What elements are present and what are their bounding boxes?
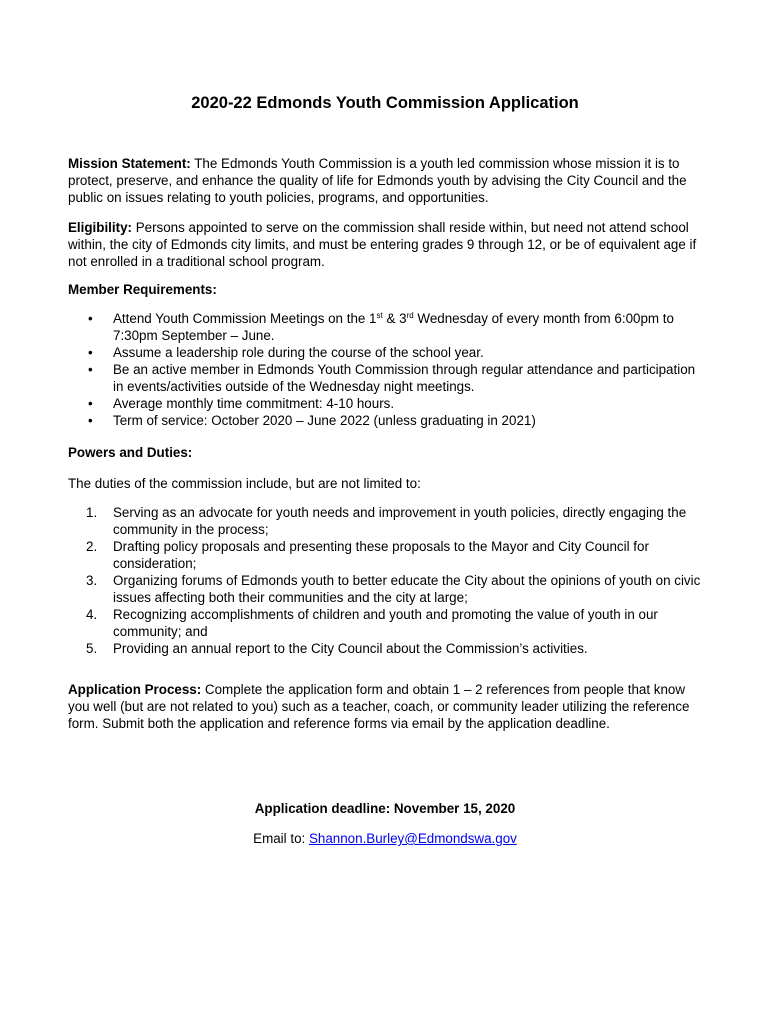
mission-text: The Edmonds Youth Commission is a youth led commission whose mission it is to protect, preserve, and enhance the quality of life for Edmonds youth by advising the City Council and the public on issues relating to youth policies, programs, and opportunities. bbox=[68, 156, 687, 205]
eligibility-label: Eligibility: bbox=[68, 220, 132, 235]
application-deadline: Application deadline: November 15, 2020 bbox=[254, 801, 516, 816]
list-item: 3. Organizing forums of Edmonds youth to better educate the City about the opinions of youth on civic issues affecting both their communities and the city at large; bbox=[86, 573, 701, 605]
requirements-list bbox=[68, 310, 708, 429]
list-item: • Be an active member in Edmonds Youth Commission through regular attendance and participation in events/activities outside of the Wednesday night meetings. bbox=[68, 361, 708, 395]
mission-label: Mission Statement: bbox=[68, 156, 191, 171]
list-item: 2. Drafting policy proposals and presenting these proposals to the Mayor and City Council for consideration; bbox=[86, 539, 649, 571]
list-item: • Average monthly time commitment: 4-10 hours. bbox=[68, 395, 708, 412]
email-line bbox=[0, 830, 770, 847]
mission-statement bbox=[68, 155, 708, 206]
page-title: 2020-22 Edmonds Youth Commission Application bbox=[191, 94, 579, 112]
email-label: Email to: bbox=[253, 831, 309, 846]
eligibility-text: Persons appointed to serve on the commission shall reside within, but need not attend school within, the city of Edmonds city limits, and must be entering grades 9 through 12, or be of equivalent age if not enrolled in a traditional school program. bbox=[68, 220, 697, 269]
email-link[interactable]: Shannon.Burley@Edmondswa.gov bbox=[308, 831, 517, 846]
list-item: • Assume a leadership role during the course of the school year. bbox=[68, 344, 708, 361]
list-item: 1. Serving as an advocate for youth needs and improvement in youth policies, directly engaging the community in the process; bbox=[86, 505, 687, 537]
application-process bbox=[68, 681, 708, 732]
eligibility-paragraph bbox=[68, 219, 708, 270]
list-item: • Term of service: October 2020 – June 2022 (unless graduating in 2021) bbox=[68, 412, 708, 429]
powers-intro: The duties of the commission include, but are not limited to: bbox=[68, 476, 421, 491]
list-item: 5. Providing an annual report to the City Council about the Commission’s activities. bbox=[86, 641, 588, 656]
list-item: • Attend Youth Commission Meetings on the 1st & 3rd Wednesday of every month from 6:00pm to 7:30pm September – June. bbox=[68, 310, 708, 344]
process-label: Application Process: bbox=[68, 682, 202, 697]
requirements-heading: Member Requirements: bbox=[68, 282, 217, 297]
powers-heading: Powers and Duties: bbox=[68, 445, 193, 460]
duties-list bbox=[68, 504, 708, 657]
list-item: 4. Recognizing accomplishments of children and youth and promoting the value of youth in our community; and bbox=[86, 607, 658, 639]
process-text: Complete the application form and obtain 1 – 2 references from people that know you well (but are not related to you) such as a teacher, coach, or community leader utilizing the reference form. Submit both the application and reference forms via email by the application deadline. bbox=[68, 682, 690, 731]
